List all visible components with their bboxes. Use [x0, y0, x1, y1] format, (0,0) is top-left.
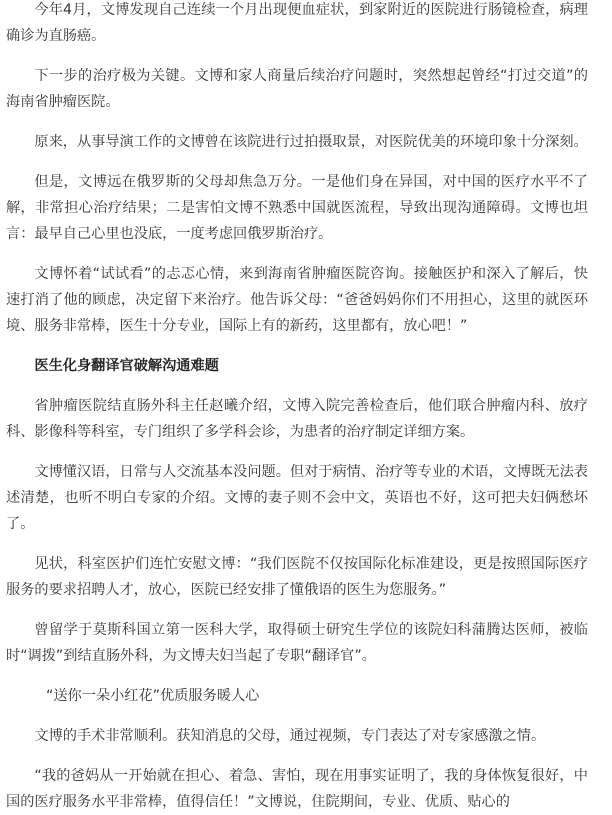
section-heading: 医生化身翻译官破解沟通难题: [34, 358, 219, 374]
section-subheading: “送你一朵小红花”优质服务暖人心: [46, 688, 260, 704]
article-paragraph: 文博的手术非常顺利。获知消息的父母，通过视频，专门表达了对专家感激之情。: [34, 728, 546, 744]
article-paragraph: 原来，从事导演工作的文博曾在该院进行过拍摄取景，对医院优美的环境印象十分深刻。: [34, 134, 588, 150]
article-paragraph: 文博懂汉语，日常与人交流基本没问题。但对于病情、治疗等专业的术语，文博既无法表述清楚，也听不明白专家的介绍。文博的妻子则不会中文，英语也不好，这可把夫妇俩愁坏了。: [6, 464, 588, 532]
article-paragraph: 今年4月，文博发现自己连续一个月出现便血症状，到家附近的医院进行肠镜检查，病理确诊为直肠癌。: [6, 2, 588, 44]
article-paragraph: 文博怀着“试试看”的忐忑心情，来到海南省肿瘤医院咨询。接触医护和深入了解后，快速打消了他的顾虑，决定留下来治疗。他告诉父母：“爸爸妈妈你们不用担心，这里的就医环境、服务非常棒，医生十分专业，国际上有的新药，这里都有，放心吧！”: [6, 266, 588, 334]
article-paragraph: 下一步的治疗极为关键。文博和家人商量后续治疗问题时，突然想起曾经“打过交道”的海南省肿瘤医院。: [6, 68, 588, 110]
article-paragraph: 但是，文博远在俄罗斯的父母却焦急万分。一是他们身在异国，对中国的医疗水平不了解，非常担心治疗结果；二是害怕文博不熟悉中国就医流程，导致出现沟通障碍。文博也坦言：最早自己心里也没底，一度考虑回俄罗斯治疗。: [6, 174, 588, 242]
article-paragraph: 省肿瘤医院结直肠外科主任赵曦介绍，文博入院完善检查后，他们联合肿瘤内科、放疗科、影像科等科室，专门组织了多学科会诊，为患者的治疗制定详细方案。: [6, 398, 588, 440]
article-paragraph: “我的爸妈从一开始就在担心、着急、害怕，现在用事实证明了，我的身体恢复很好，中国的医疗服务水平非常棒，值得信任！”文博说，住院期间，专业、优质、贴心的: [6, 768, 588, 810]
article-paragraph: 见状，科室医护们连忙安慰文博：“我们医院不仅按国际化标准建设，更是按照国际医疗服务的要求招聘人才，放心，医院已经安排了懂俄语的医生为您服务。”: [6, 556, 588, 598]
article-paragraph: 曾留学于莫斯科国立第一医科大学，取得硕士研究生学位的该院妇科蒲腾达医师，被临时“调拨”到结直肠外科，为文博夫妇当起了专职“翻译官”。: [6, 622, 588, 664]
